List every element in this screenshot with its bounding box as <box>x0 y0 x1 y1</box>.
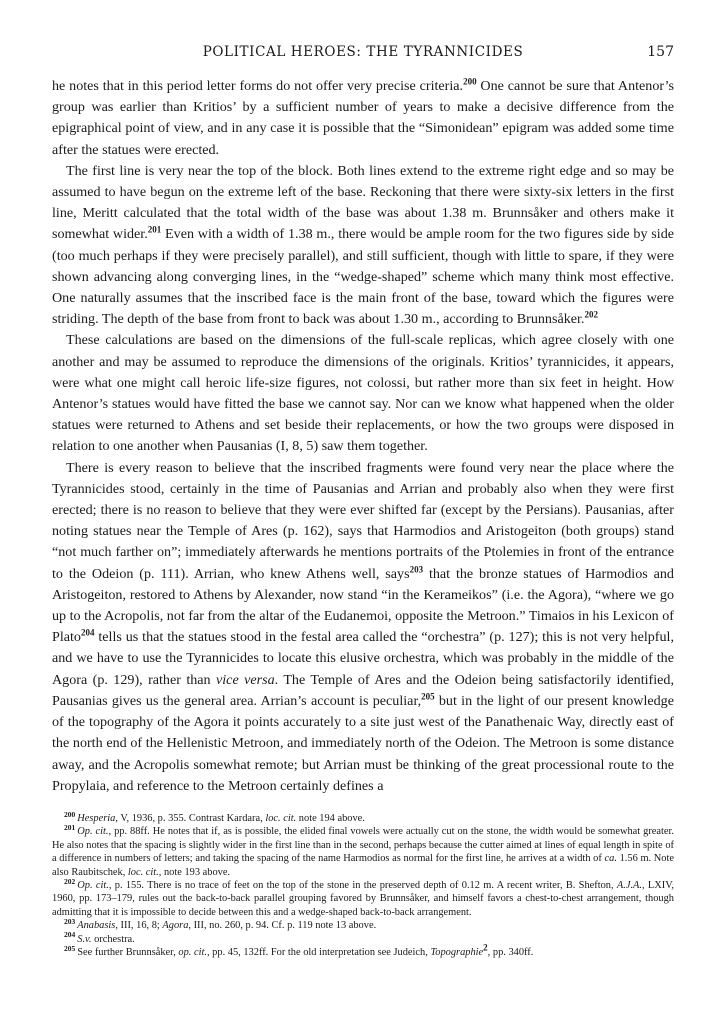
text-run: , p. 155. There is no trace of feet on the top of the stone in the preserved depth of 0.12 m. A recent writer, B. Shefton, <box>108 880 617 892</box>
footnote <box>52 942 674 959</box>
text-run: , pp. 340ff. <box>487 947 534 959</box>
footnote-number: 204 <box>64 930 76 940</box>
footnote-ref: 202 <box>584 309 598 320</box>
body-text <box>52 76 674 797</box>
italic-text: S.v. <box>77 933 92 945</box>
text-run: There is every reason to believe that the inscribed fragments were found very near the place where the Tyrannicides stood, certainly in the time of Pausanias and Arrian and probably also when they were first erected; there is no reason to believe that they were ever shifted far (except by the Persians). Pausanias, after noting statues near the Temple of Ares (p. 162), says that Harmodios and Aristogeiton (both groups) stand “not much farther on”; immediately afterwards he mentions portraits of the Ptolemies in front of the entrance to the Odeion (p. 111). Arrian, who knew Athens well, says <box>52 459 674 582</box>
footnote-number: 203 <box>64 916 76 926</box>
text-run: , III, 16, 8; <box>115 920 163 932</box>
text-run: See further Brunnsåker, <box>77 947 179 959</box>
footnote-ref: 200 <box>463 76 477 87</box>
paragraph <box>52 161 674 331</box>
footnote-ref: 203 <box>409 563 424 574</box>
text-run: Even with a width of 1.38 m., there would be ample room for the two figures side by side (too much perhaps if they were precisely parallel), and still sufficient, though with little to spare, if they were shown advancing along converging lines, in the “wedge-shaped” scheme which many think most effective. One naturally assumes that the inscribed face is the main front of the base, toward which the figures were striding. The depth of the base from front to back was about 1.30 m., according to Brunnsåker. <box>52 226 674 328</box>
footnote-number: 202 <box>64 876 76 886</box>
footnote-number: 201 <box>64 822 76 832</box>
paragraph <box>52 76 674 161</box>
italic-text: op. cit. <box>178 947 207 959</box>
italic-text: loc. cit. <box>265 813 297 824</box>
page-number: 157 <box>647 44 674 60</box>
page-header <box>52 44 674 64</box>
text-run: tells us that the statues stood in the festal area called the “orchestra” (p. 127); this is not very helpful, and we have to use the Tyrannicides to locate this elusive orchestra, which was probably in the middle of the Agora (p. 129), rather than <box>52 629 674 688</box>
text-run: he notes that in this period letter forms do not offer very precise criteria. <box>52 78 464 94</box>
footnote-number: 205 <box>64 943 76 953</box>
italic-text: Op. cit. <box>77 826 109 838</box>
footnote <box>52 822 674 879</box>
text-run: , note 193 above. <box>158 866 231 878</box>
text-run: , pp. 88ff. He notes that if, as is possible, the elided final vowels were actually cut on the stone, the width would be somewhat greater. He also notes that the spacing is slightly wider in the first line than in the second, perhaps because the cutter aimed at lines of equal length in spite of a difference in numbers of letters; and taking the spacing of the name Harmodios as normal for the first line, he arrives at a width of <box>52 826 674 865</box>
italic-text: vice versa <box>216 671 275 688</box>
footnote-ref: 205 <box>421 691 435 702</box>
paragraph <box>52 458 674 797</box>
text-run: One cannot be sure that Antenor’s group was earlier than Kritios’ by a sufficient number of years to make a decisive difference from the epigraphical point of view, and in any case it is possible that the “Simonidean” epigram was added some time after the statues were erected. <box>52 78 675 158</box>
italic-text: Agora <box>162 920 189 932</box>
footnote-ref: 2 <box>483 942 488 953</box>
text-run: note 194 above. <box>296 813 365 824</box>
text-run: . The Temple of Ares and the Odeion being satisfactorily identified, Pausanias gives us the general area. Arrian’s account is peculiar, <box>52 671 674 709</box>
footnotes <box>52 809 674 959</box>
italic-text: Topographie <box>430 947 484 959</box>
text-run: orchestra. <box>91 933 135 945</box>
footnote-ref: 201 <box>147 224 162 235</box>
footnote <box>52 930 674 946</box>
text-run: 1.56 m. Note also Raubitschek, <box>52 853 674 878</box>
italic-text: Op. cit. <box>77 880 109 892</box>
footnote <box>52 916 674 932</box>
footnote <box>52 876 674 919</box>
italic-text: Hesperia <box>77 813 116 824</box>
footnote <box>52 809 674 825</box>
text-run: The first line is very near the top of the block. Both lines extend to the extreme right edge and so may be assumed to have begun on the extreme left of the base. Reckoning that there were sixty-six letters in the first line, Meritt calculated that the total width of the base was about 1.38 m. Brunnsåker and others make it somewhat wider. <box>52 162 674 243</box>
text-run: , LXIV, 1960, pp. 173–179, rules out the back-to-back parallel grouping favored by Brunnsåker, and himself favors a chest-to-chest arrangement, though admitting that it is impossible to decide between this and a wedge-shaped back-to-back arrangement. <box>52 880 674 918</box>
footnote-ref: 204 <box>80 627 95 638</box>
text-run: , pp. 45, 132ff. For the old interpretation see Judeich, <box>206 947 431 959</box>
text-run: , V, 1936, p. 355. Contrast Kardara, <box>115 813 266 824</box>
italic-text: ca. <box>604 853 617 865</box>
text-run: , III, no. 260, p. 94. Cf. p. 119 note 13 above. <box>188 920 377 932</box>
footnote-number: 200 <box>64 809 76 819</box>
text-run: These calculations are based on the dimensions of the full-scale replicas, which agree closely with one another and may be assumed to reproduce the dimensions of the originals. Kritios’ tyrannicides, it appears, were what one might call heroic life-size figures, not colossi, but rather more than six feet in height. How Antenor’s statues would have fitted the base we cannot say. Nor can we know what happened when the older statues were returned to Athens and set beside their replacements, or how the two groups were disposed in relation to one another when Pausanias (I, 8, 5) saw them together. <box>52 332 674 455</box>
italic-text: A.J.A. <box>616 880 643 892</box>
running-head: POLITICAL HEROES: THE TYRANNICIDES <box>202 44 524 60</box>
text-run: that the bronze statues of Harmodios and Aristogeiton, restored to Athens by Alexander, now stand “in the Kerameikos” (i.e. the Agora), “where we go up to the Acropolis, not far from the altar of the Eudanemoi, opposite the Metroon.” Timaios in his Lexicon of Plato <box>52 565 674 646</box>
paragraph <box>52 330 674 457</box>
italic-text: Anabasis <box>77 920 116 932</box>
text-run: but in the light of our present knowledge of the topography of the Agora it points accurately to a site just west of the Panathenaic Way, directly east of the north end of the Hellenistic Metroon, and immediately north of the Odeion. The Metroon is some distance away, and the Acropolis somewhat remote; but Arrian must be thinking of the great processional route to the Propylaia, and reference to the Metroon certainly defines a <box>52 692 674 794</box>
italic-text: loc. cit. <box>127 866 159 878</box>
